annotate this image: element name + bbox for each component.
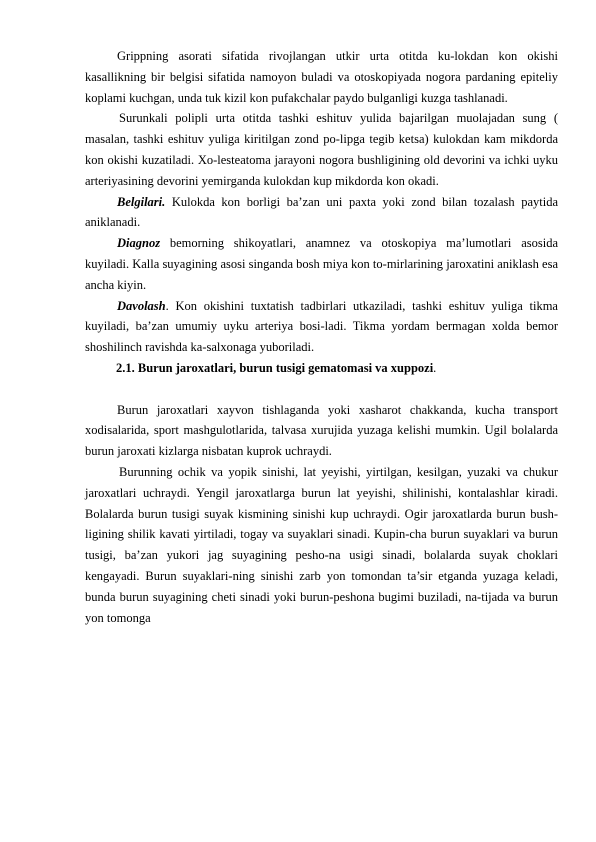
davolash-text: . Kon okishini tuxtatish tadbirlari utkaziladi, tashki eshituv yuliga tikma kuyiladi, ba’zan umumiy uyku arteriya bosi-ladi. Tikma yordam bermagan xolda bemor shoshilinch ravishda ka-salxonaga yuboriladi. — [85, 298, 558, 355]
diagnoz-lead: Diagnoz — [117, 236, 161, 251]
section-heading-trail: . — [433, 360, 437, 375]
blank-line — [85, 379, 558, 400]
diagnoz-text: bemorning shikoyatlari, anamnez va otoskopiya ma’lumotlari asosida kuyiladi. Kalla suyagining asosi singanda bosh miya kon to-mirlarining jaroxatini aniklash esa ancha kiyin. — [85, 236, 558, 292]
paragraph-belgilari — [85, 192, 558, 234]
section-heading — [85, 358, 558, 379]
paragraph-nose-fracture-types: Burunning ochik va yopik sinishi, lat yeyishi, yirtilgan, kesilgan, yuzaki va chukur jaroxatlari uchraydi. Yengil jaroxatlarga burun lat yeyishi, shilinishi, kontalashlar kiradi. Bolalarda burun tusigi suyak kismining sinishi kup uchraydi. Ogir jaroxatlarda burun bush-ligining shilik kavati yirtiladi, togay va suyaklari sinadi. Kupin-cha burun suyaklari va burun tusigi, ba’zan yukori jag suyagining pesho-na usigi sinadi, bolalarda suyak choklari kengayadi. Burun suyaklari-ning sinishi zarb yon tomondan ta’sir etganda yuzaga keladi, bunda burun suyagining cheti sinadi yoki burun-peshona bugimi buziladi, na-tijada va burun yon tomonga — [85, 464, 558, 625]
paragraph-ear-bleeding-grippe: Grippning asorati sifatida rivojlangan utkir urta otitda ku-lokdan kon okishi kasallikning bir belgisi sifatida namoyon buladi va otoskopiyada nogora pardaning epiteliy koplami kuchgan, unda tuk kizil kon pufakchalar paydo bulganligi kuzga tashlanadi. — [85, 49, 558, 105]
paragraph-davolash — [85, 296, 558, 358]
paragraph-chronic-otitis: Surunkali polipli urta otitda tashki eshituv yulida bajarilgan muolajadan sung ( masalan, tashki eshituv yuliga kiritilgan zond po-lipga tegib ketsa) kulokdan kam mikdorda kon okishi kuzatiladi. Xo-lesteatoma jarayoni nogora bushligining old devorini va ichki uyku arteriyasining devorini yemirganda kulokdan kup mikdorda kon okadi. — [85, 111, 558, 188]
belgilari-text: Kulokda kon borligi ba’zan uni paxta yoki zond bilan tozalash paytida aniklanadi. — [85, 194, 558, 230]
davolash-lead: Davolash — [117, 298, 166, 313]
section-heading-text: 2.1. Burun jaroxatlari, burun tusigi gematomasi va xuppozi — [116, 360, 434, 375]
document-page — [85, 46, 558, 628]
paragraph-diagnoz — [85, 233, 558, 295]
paragraph-nose-injury-causes: Burun jaroxatlari xayvon tishlaganda yoki xasharot chakkanda, kucha transport xodisalarida, sport mashgulotlarida, talvasa xurujida yuzaga kelishi mumkin. Ugil bolalarda burun jaroxati kizlarga nisbatan kuprok uchraydi. — [85, 402, 558, 459]
belgilari-lead: Belgilari. — [117, 194, 166, 209]
